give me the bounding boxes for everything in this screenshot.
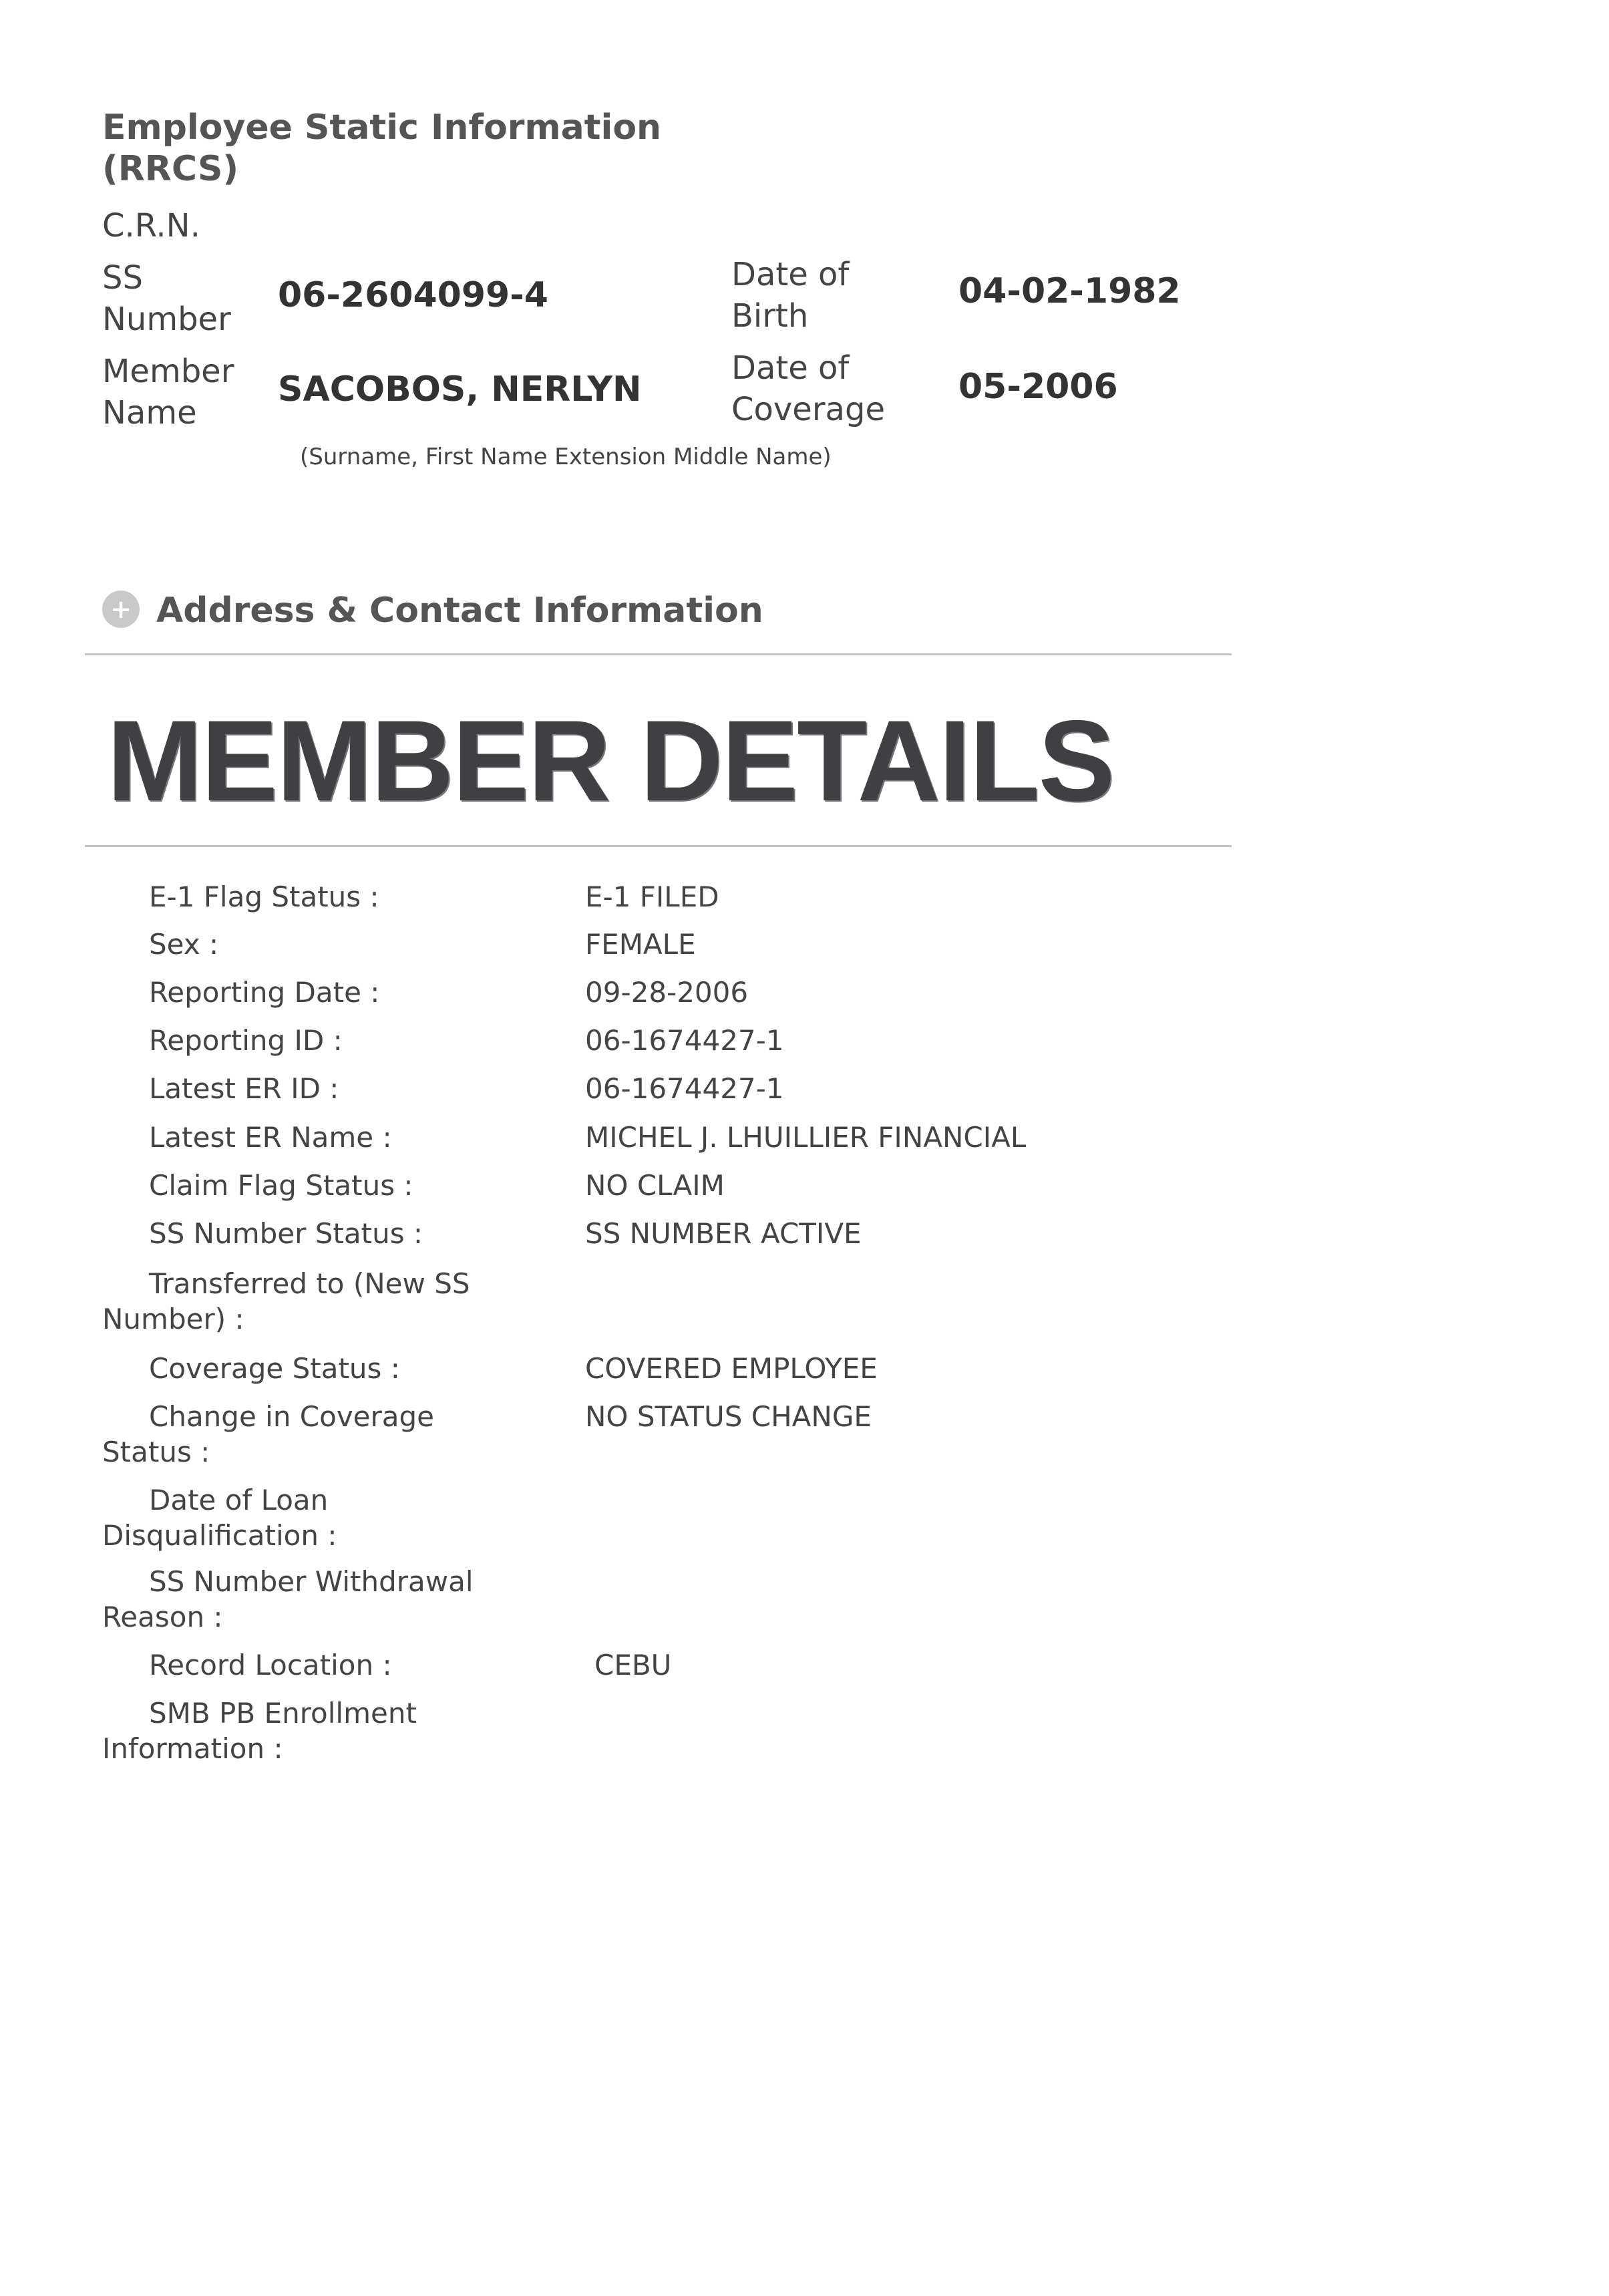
detail-row [102, 1216, 1438, 1251]
label-line: Number [102, 301, 231, 338]
detail-label [102, 1564, 583, 1635]
label-line: Status : [102, 1436, 210, 1468]
label-line: Transferred to (New SS [149, 1267, 470, 1300]
label-line: Reason : [102, 1601, 223, 1633]
detail-value: MICHEL J. LHUILLIER FINANCIAL [585, 1121, 1027, 1154]
detail-label [102, 1351, 583, 1386]
coverage-date-value: 05-2006 [958, 367, 1118, 407]
label-line: E-1 Flag Status : [149, 880, 379, 913]
label-line: Latest ER Name : [149, 1121, 392, 1154]
detail-value: CEBU [594, 1649, 672, 1681]
detail-value: 06-1674427-1 [585, 1024, 784, 1057]
detail-label [102, 1647, 583, 1683]
label-line: Latest ER ID : [149, 1072, 339, 1105]
detail-label [102, 1216, 583, 1251]
label-line: Coverage Status : [149, 1352, 400, 1385]
label-line: SS [102, 259, 143, 297]
member-details-heading: MEMBER DETAILS [107, 697, 1114, 825]
detail-row [102, 1071, 1438, 1106]
label-line: SS Number Withdrawal [149, 1565, 474, 1598]
detail-label [102, 1266, 583, 1337]
detail-value: SS NUMBER ACTIVE [585, 1217, 862, 1250]
detail-label [102, 1071, 583, 1106]
detail-label [102, 1023, 583, 1058]
member-name-value: SACOBOS, NERLYN [278, 369, 642, 409]
title-line: (RRCS) [102, 149, 239, 189]
detail-label [102, 1120, 583, 1155]
dob-label [731, 254, 849, 337]
detail-label [102, 1399, 583, 1470]
label-line: Reporting ID : [149, 1024, 343, 1057]
label-line: Sex : [149, 928, 219, 961]
detail-row [102, 1351, 1438, 1386]
label-line: Reporting Date : [149, 976, 380, 1009]
detail-row [102, 1023, 1438, 1058]
label-line: Change in Coverage [149, 1400, 435, 1433]
detail-row [102, 879, 1438, 915]
label-line: Claim Flag Status : [149, 1169, 413, 1202]
label-line: Record Location : [149, 1649, 392, 1681]
detail-row [102, 975, 1438, 1010]
detail-row [102, 927, 1438, 962]
label-line: SS Number Status : [149, 1217, 423, 1250]
detail-row [102, 1647, 1438, 1683]
member-name-label [102, 351, 234, 434]
detail-label [102, 1695, 583, 1766]
divider [85, 845, 1232, 847]
detail-row [102, 1564, 1438, 1635]
detail-row [102, 1695, 1438, 1766]
detail-value: NO STATUS CHANGE [585, 1400, 872, 1433]
detail-label [102, 879, 583, 915]
coverage-date-label [731, 347, 885, 430]
detail-value: 09-28-2006 [585, 976, 749, 1009]
plus-circle-icon[interactable]: + [102, 591, 140, 628]
crn-label: C.R.N. [102, 207, 200, 244]
detail-row [102, 1482, 1438, 1553]
ss-number-value: 06-2604099-4 [278, 275, 548, 315]
divider [85, 653, 1232, 655]
section-title-static-info [102, 107, 661, 190]
label-line: Coverage [731, 391, 885, 428]
label-line: Member [102, 353, 234, 390]
label-line: Birth [731, 297, 809, 335]
detail-row [102, 1266, 1438, 1337]
detail-label [102, 927, 583, 962]
detail-value: NO CLAIM [585, 1169, 725, 1202]
detail-value: E-1 FILED [585, 880, 719, 913]
label-line: Information : [102, 1732, 283, 1765]
dob-value: 04-02-1982 [958, 271, 1181, 311]
detail-value: 06-1674427-1 [585, 1072, 784, 1105]
label-line: Date of [731, 349, 850, 387]
label-line: Date of Loan [149, 1484, 329, 1516]
name-format-note: (Surname, First Name Extension Middle Name) [300, 444, 832, 470]
label-line: Number) : [102, 1303, 244, 1335]
detail-label [102, 1168, 583, 1203]
detail-row [102, 1399, 1438, 1470]
detail-value: FEMALE [585, 928, 696, 961]
detail-row [102, 1120, 1438, 1155]
detail-label [102, 975, 583, 1010]
address-contact-toggle[interactable]: Address & Contact Information [156, 591, 763, 631]
detail-row [102, 1168, 1438, 1203]
ss-number-label [102, 257, 231, 340]
title-line: Employee Static Information [102, 108, 662, 148]
label-line: Name [102, 394, 197, 432]
detail-label [102, 1482, 583, 1553]
label-line: Disqualification : [102, 1519, 337, 1552]
label-line: Date of [731, 256, 850, 293]
label-line: SMB PB Enrollment [149, 1697, 417, 1730]
detail-value: COVERED EMPLOYEE [585, 1352, 878, 1385]
